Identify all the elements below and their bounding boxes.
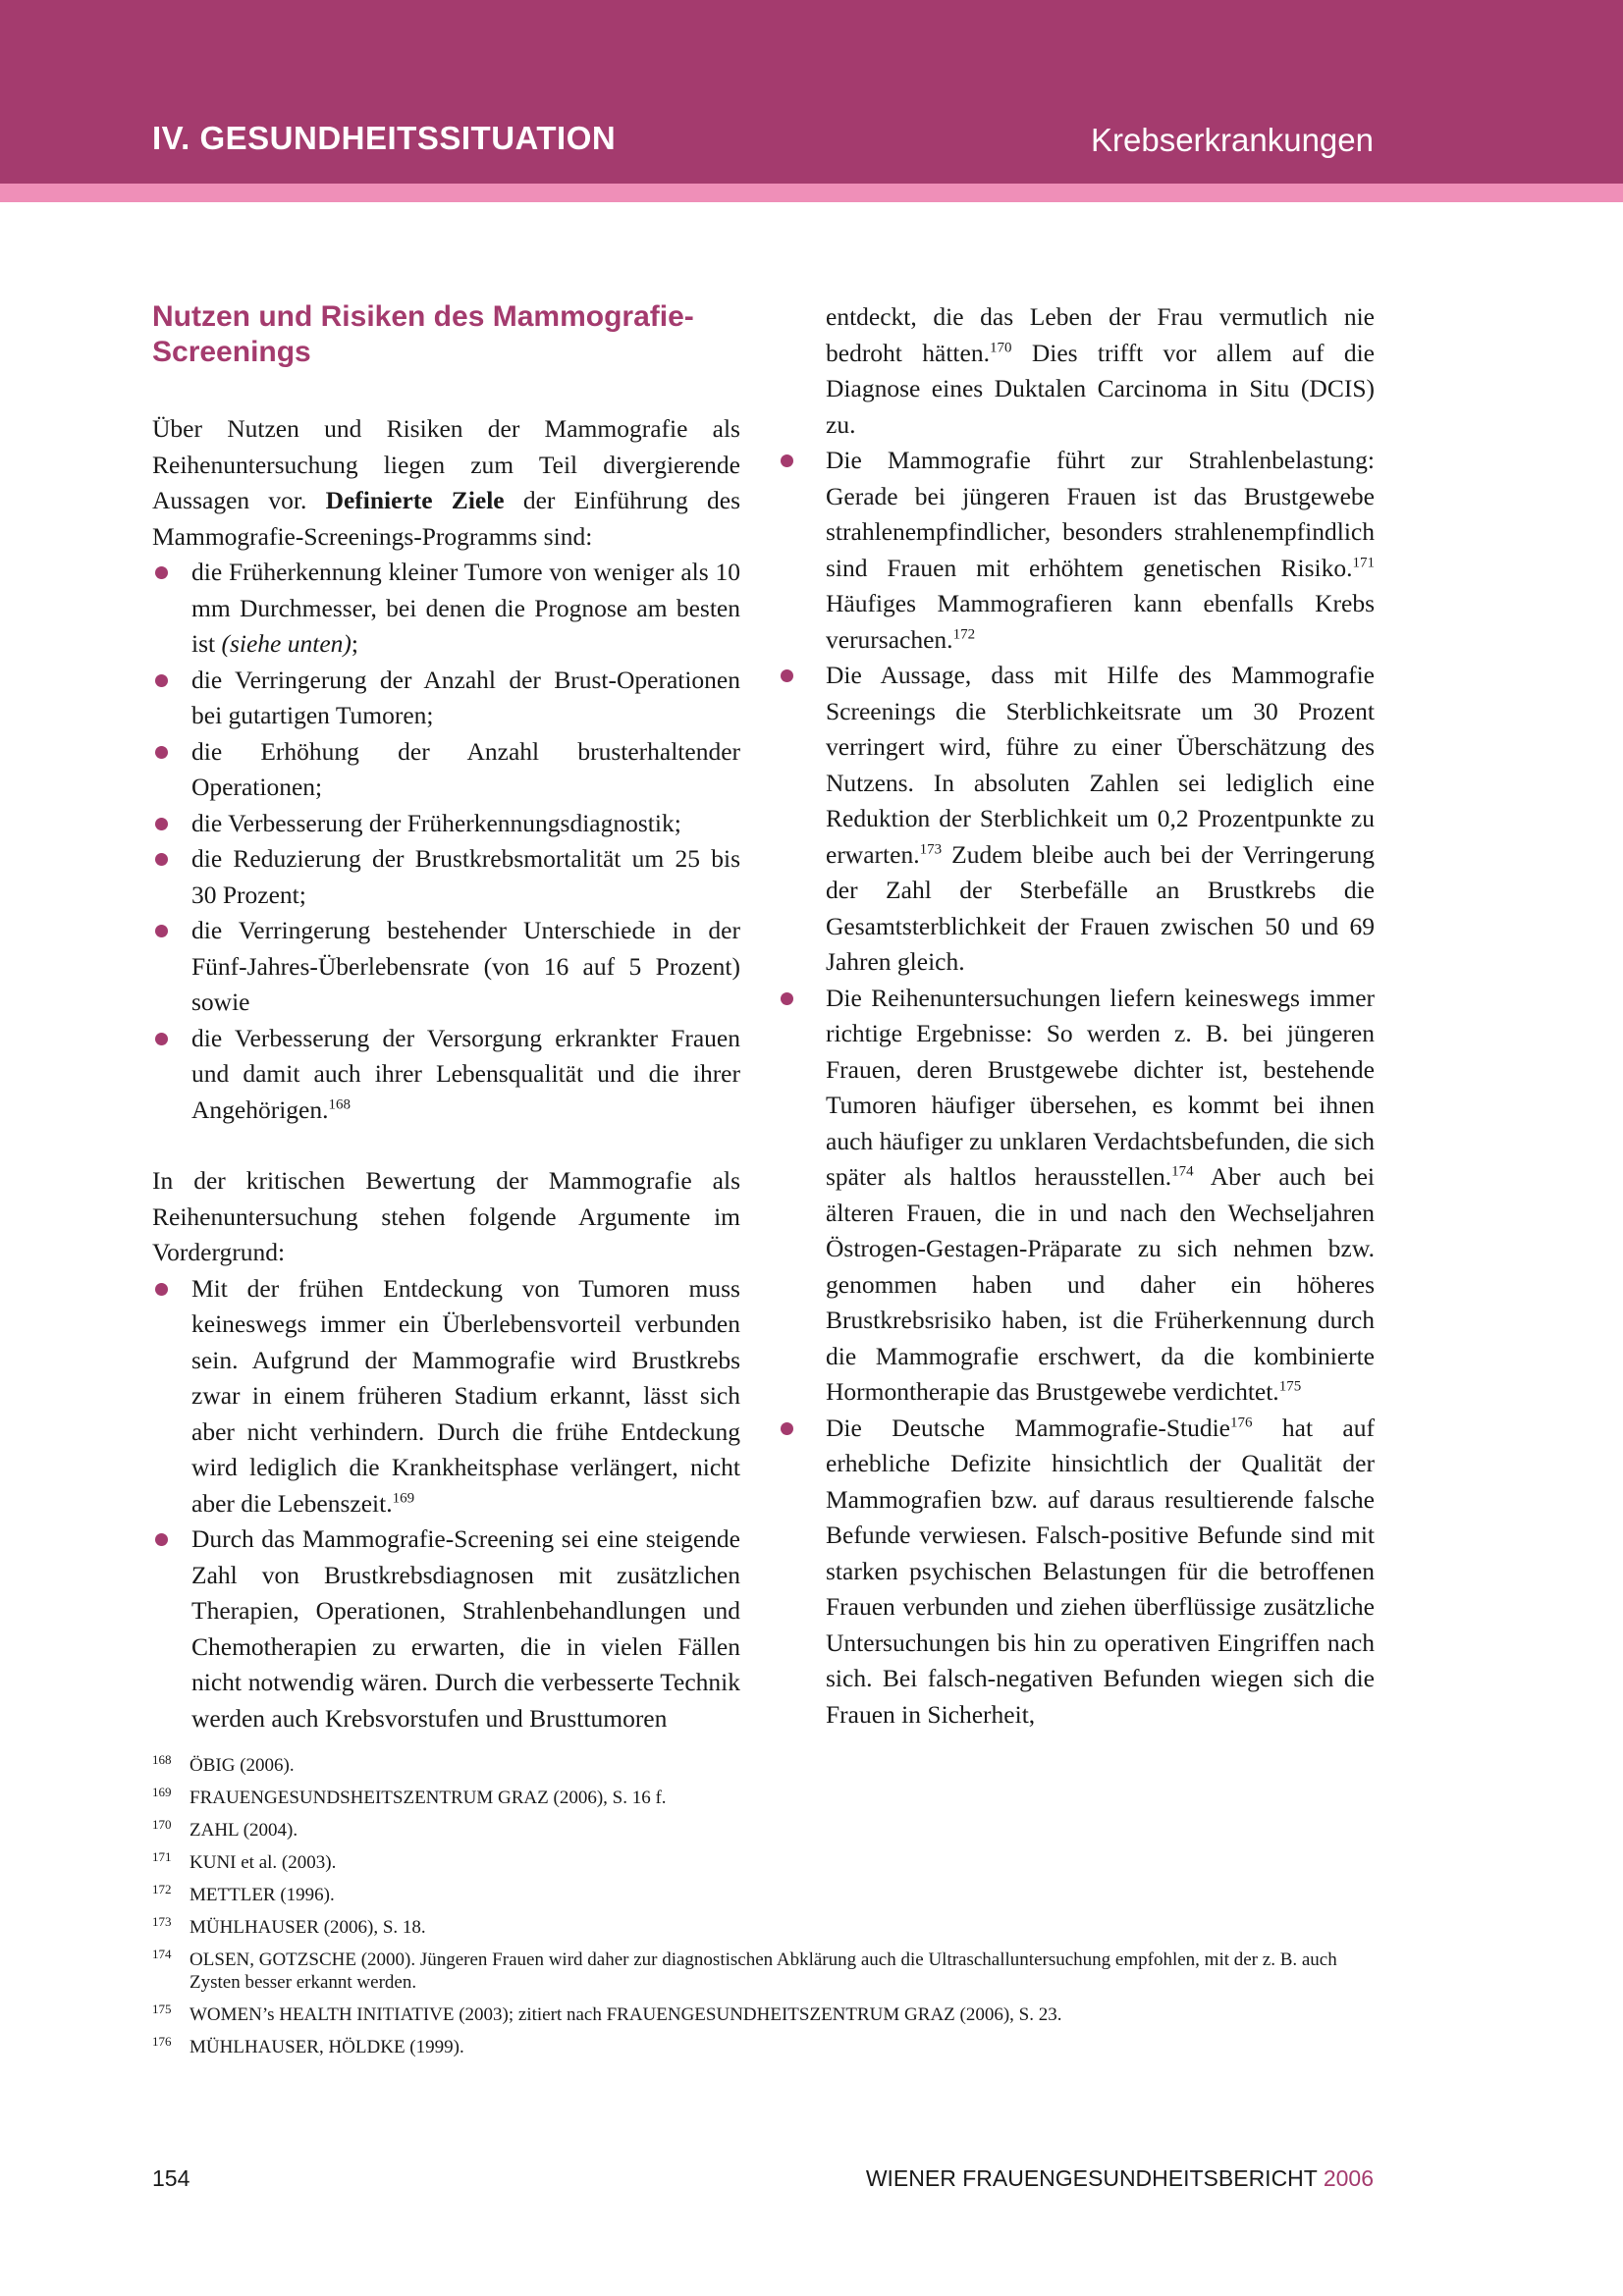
goal-item: die Reduzierung der Brustkrebsmortalität um 25 bis 30 Prozent; <box>152 841 740 913</box>
footnote-text: METTLER (1996). <box>189 1885 335 1905</box>
chapter-title: IV. GESUNDHEITSSITUATION <box>152 120 617 156</box>
footnote-text: MÜHLHAUSER (2006), S. 18. <box>189 1917 426 1938</box>
left-column <box>152 299 740 1736</box>
footnote-ref: 172 <box>952 626 976 642</box>
argument-item: Die Aussage, dass mit Hilfe des Mammografie Screenings die Sterblichkeitsrate um 30 Prozent verringert wird, führe zu einer Überschätzung des Nutzens. In absoluten Zahlen sei lediglich eine Reduktion der Sterblichkeit um 0,2 Prozentpunkte zu erwarten.$^{173}$ Zudem bleibe auch bei der Verringerung der Zahl der Sterbefälle an Brustkrebs die Gesamtsterblichkeit der Frauen zwischen 50 und 69 Jahren gleich. <box>786 658 1375 981</box>
bullet-icon <box>155 925 168 937</box>
bullet-icon <box>781 454 793 467</box>
footnote <box>152 1754 1380 1777</box>
header-bar <box>0 0 1623 184</box>
footnote-text: MÜHLHAUSER, HÖLDKE (1999). <box>189 2037 464 2057</box>
footnote-number: 170 <box>152 1817 172 1832</box>
footnote <box>152 1787 1380 1809</box>
report-year: 2006 <box>1323 2165 1374 2191</box>
goal-item: die Verbesserung der Versorgung erkrankter Frauen und damit auch ihrer Lebensqualität und die ihrer Angehörigen.$^{168}$ <box>152 1021 740 1129</box>
goal-italic: (siehe unten) <box>221 629 352 658</box>
intro-text-1: Über Nutzen und Risiken der Mammografie als Reihenuntersuchung liegen zum Teil divergierende Aussagen vor. <box>152 414 740 514</box>
argument-item: Mit der frühen Entdeckung von Tumoren muss keineswegs immer ein Überlebensvorteil verbunden sein. Aufgrund der Mammografie wird Brustkrebs zwar in einem früheren Stadium erkannt, lässt sich aber nicht verhindern. Durch die frühe Entdeckung wird lediglich die Krankheitsphase verlängert, nicht aber die Lebenszeit.$^{169}$ <box>152 1271 740 1522</box>
footnote-number: 168 <box>152 1752 172 1767</box>
footnote <box>152 1916 1380 1939</box>
footnote-number: 174 <box>152 1947 172 1961</box>
footnote-number: 172 <box>152 1882 172 1896</box>
right-column <box>786 299 1375 1733</box>
continued-paragraph: entdeckt, die das Leben der Frau vermutlich nie bedroht hätten.$^{170}$ Dies trifft vor allem auf die Diagnose eines Duktalen Carcinoma in Situ (DCIS) zu. <box>826 302 1376 439</box>
bullet-icon <box>155 674 168 687</box>
footnote-text: ÖBIG (2006). <box>189 1755 295 1776</box>
bullet-icon <box>781 1422 793 1435</box>
report-title: WIENER FRAUENGESUNDHEITSBERICHT 2006 <box>865 2165 1374 2191</box>
bullet-icon <box>155 566 168 579</box>
bullet-icon <box>155 1033 168 1045</box>
arguments-list-left <box>152 1271 740 1737</box>
goal-item: die Verringerung der Anzahl der Brust-Operationen bei gutartigen Tumoren; <box>152 663 740 734</box>
footnote <box>152 2003 1380 2026</box>
footnote <box>152 1884 1380 1906</box>
header-stripe <box>0 184 1623 202</box>
footnote-text: KUNI et al. (2003). <box>189 1852 337 1873</box>
goal-item: die Verbesserung der Früherkennungsdiagnostik; <box>152 806 740 842</box>
intro-paragraph <box>152 411 740 555</box>
footnote-text: OLSEN, GOTZSCHE (2000). Jüngeren Frauen wird daher zur diagnostischen Abklärung auch die Ultraschalluntersuchung empfohlen, mit der z. B. auch Zysten besser erkannt werden. <box>189 1949 1337 1993</box>
footnote <box>152 1819 1380 1842</box>
critique-intro: In der kritischen Bewertung der Mammografie als Reihenuntersuchung stehen folgende Argumente im Vordergrund: <box>152 1166 740 1266</box>
goals-list <box>152 555 740 1128</box>
bullet-icon <box>155 1533 168 1546</box>
footnote <box>152 1851 1380 1874</box>
footnote-ref: 176 <box>1230 1415 1253 1430</box>
section-label: Krebserkrankungen <box>1090 122 1374 158</box>
footnote-ref: 170 <box>989 340 1012 355</box>
bullet-icon <box>155 818 168 830</box>
footnote-ref: 173 <box>919 841 943 857</box>
footnote-number: 173 <box>152 1914 172 1929</box>
goal-item: die Verringerung bestehender Unterschiede in der Fünf-Jahres-Überlebensrate (von 16 auf 5 Prozent) sowie <box>152 913 740 1021</box>
argument-item: Durch das Mammografie-Screening sei eine steigende Zahl von Brustkrebsdiagnosen mit zusätzlichen Therapien, Operationen, Strahlenbehandlungen und Chemotherapien zu erwarten, die in vielen Fällen nicht notwendig wären. Durch die verbesserte Technik werden auch Krebsvorstufen und Brusttumoren <box>152 1522 740 1736</box>
argument-item: Die Reihenuntersuchungen liefern keineswegs immer richtige Ergebnisse: So werden z. B. bei jüngeren Frauen, deren Brustgewebe dichter ist, bestehende Tumoren häufiger übersehen, es kommt bei ihnen auch häufiger zu unklaren Verdachtsbefunden, die sich später als haltlos herausstellen.$^{174}$ Aber auch bei älteren Frauen, die in und nach den Wechseljahren Östrogen-Gestagen-Präparate zu sich nehmen bzw. genommen haben und daher ein höheres Brustkrebsrisiko haben, ist die Früherkennung durch die Mammografie erschwert, da die kombinierte Hormontherapie das Brustgewebe verdichtet.$^{175}$ <box>786 981 1375 1411</box>
page-number: 154 <box>152 2165 190 2191</box>
footnote <box>152 2036 1380 2058</box>
argument-item: Die Mammografie führt zur Strahlenbelastung: Gerade bei jüngeren Frauen ist das Brustgewebe strahlenempfindlicher, besonders strahlenempfindlich sind Frauen mit erhöhtem genetischen Risiko.$^{171}$ Häufiges Mammografieren kann ebenfalls Krebs verursachen.$^{172}$ <box>786 443 1375 658</box>
goal-item: die Früherkennung kleiner Tumore von weniger als 10 mm Durchmesser, bei denen die Prognose am besten ist (siehe unten); <box>152 555 740 663</box>
intro-text-2: der Einführung des Mammografie-Screenings-Programms sind: <box>152 486 740 551</box>
footnote-ref: 175 <box>1278 1378 1302 1395</box>
argument-item: Die Deutsche Mammografie-Studie$^{176}$ hat auf erhebliche Defizite hinsichtlich der Qualität der Mammografien bzw. auf daraus resultierende falsche Befunde verwiesen. Falsch-positive Befunde sind mit starken psychischen Belastungen für die betroffenen Frauen verbunden und ziehen überflüssige zusätzliche Untersuchungen bis hin zu operativen Eingriffen nach sich. Bei falsch-negativen Befunden wiegen sich die Frauen in Sicherheit, <box>786 1411 1375 1734</box>
bullet-icon <box>781 669 793 682</box>
bullet-icon <box>781 992 793 1005</box>
section-heading-line2: Screenings <box>152 336 311 368</box>
footnote-text: WOMEN’s HEALTH INITIATIVE (2003); zitiert nach FRAUENGESUNDHEITSZENTRUM GRAZ (2006), S. 23. <box>189 2004 1062 2025</box>
section-heading <box>152 299 740 370</box>
intro-bold: Definierte Ziele <box>325 486 505 514</box>
footnote-text: ZAHL (2004). <box>189 1820 298 1841</box>
footnote <box>152 1949 1380 1994</box>
footnote-ref: 174 <box>1171 1163 1194 1180</box>
footnote-ref: 169 <box>392 1490 415 1506</box>
footnote-text: FRAUENGESUNDSHEITSZENTRUM GRAZ (2006), S. 16 f. <box>189 1788 667 1808</box>
goal-item: die Erhöhung der Anzahl brusterhaltender Operationen; <box>152 734 740 806</box>
footnote-number: 169 <box>152 1785 172 1799</box>
footnote-number: 171 <box>152 1849 172 1864</box>
footnote-number: 175 <box>152 2002 172 2016</box>
bullet-icon <box>155 1283 168 1296</box>
footnote-ref: 171 <box>1352 555 1375 570</box>
arguments-list-right <box>786 443 1375 1733</box>
section-heading-line1: Nutzen und Risiken des Mammografie- <box>152 300 694 333</box>
footnote-ref: 168 <box>328 1096 352 1112</box>
footnote-number: 176 <box>152 2034 172 2049</box>
bullet-icon <box>155 746 168 759</box>
footnotes <box>152 1754 1380 2068</box>
bullet-icon <box>155 853 168 866</box>
